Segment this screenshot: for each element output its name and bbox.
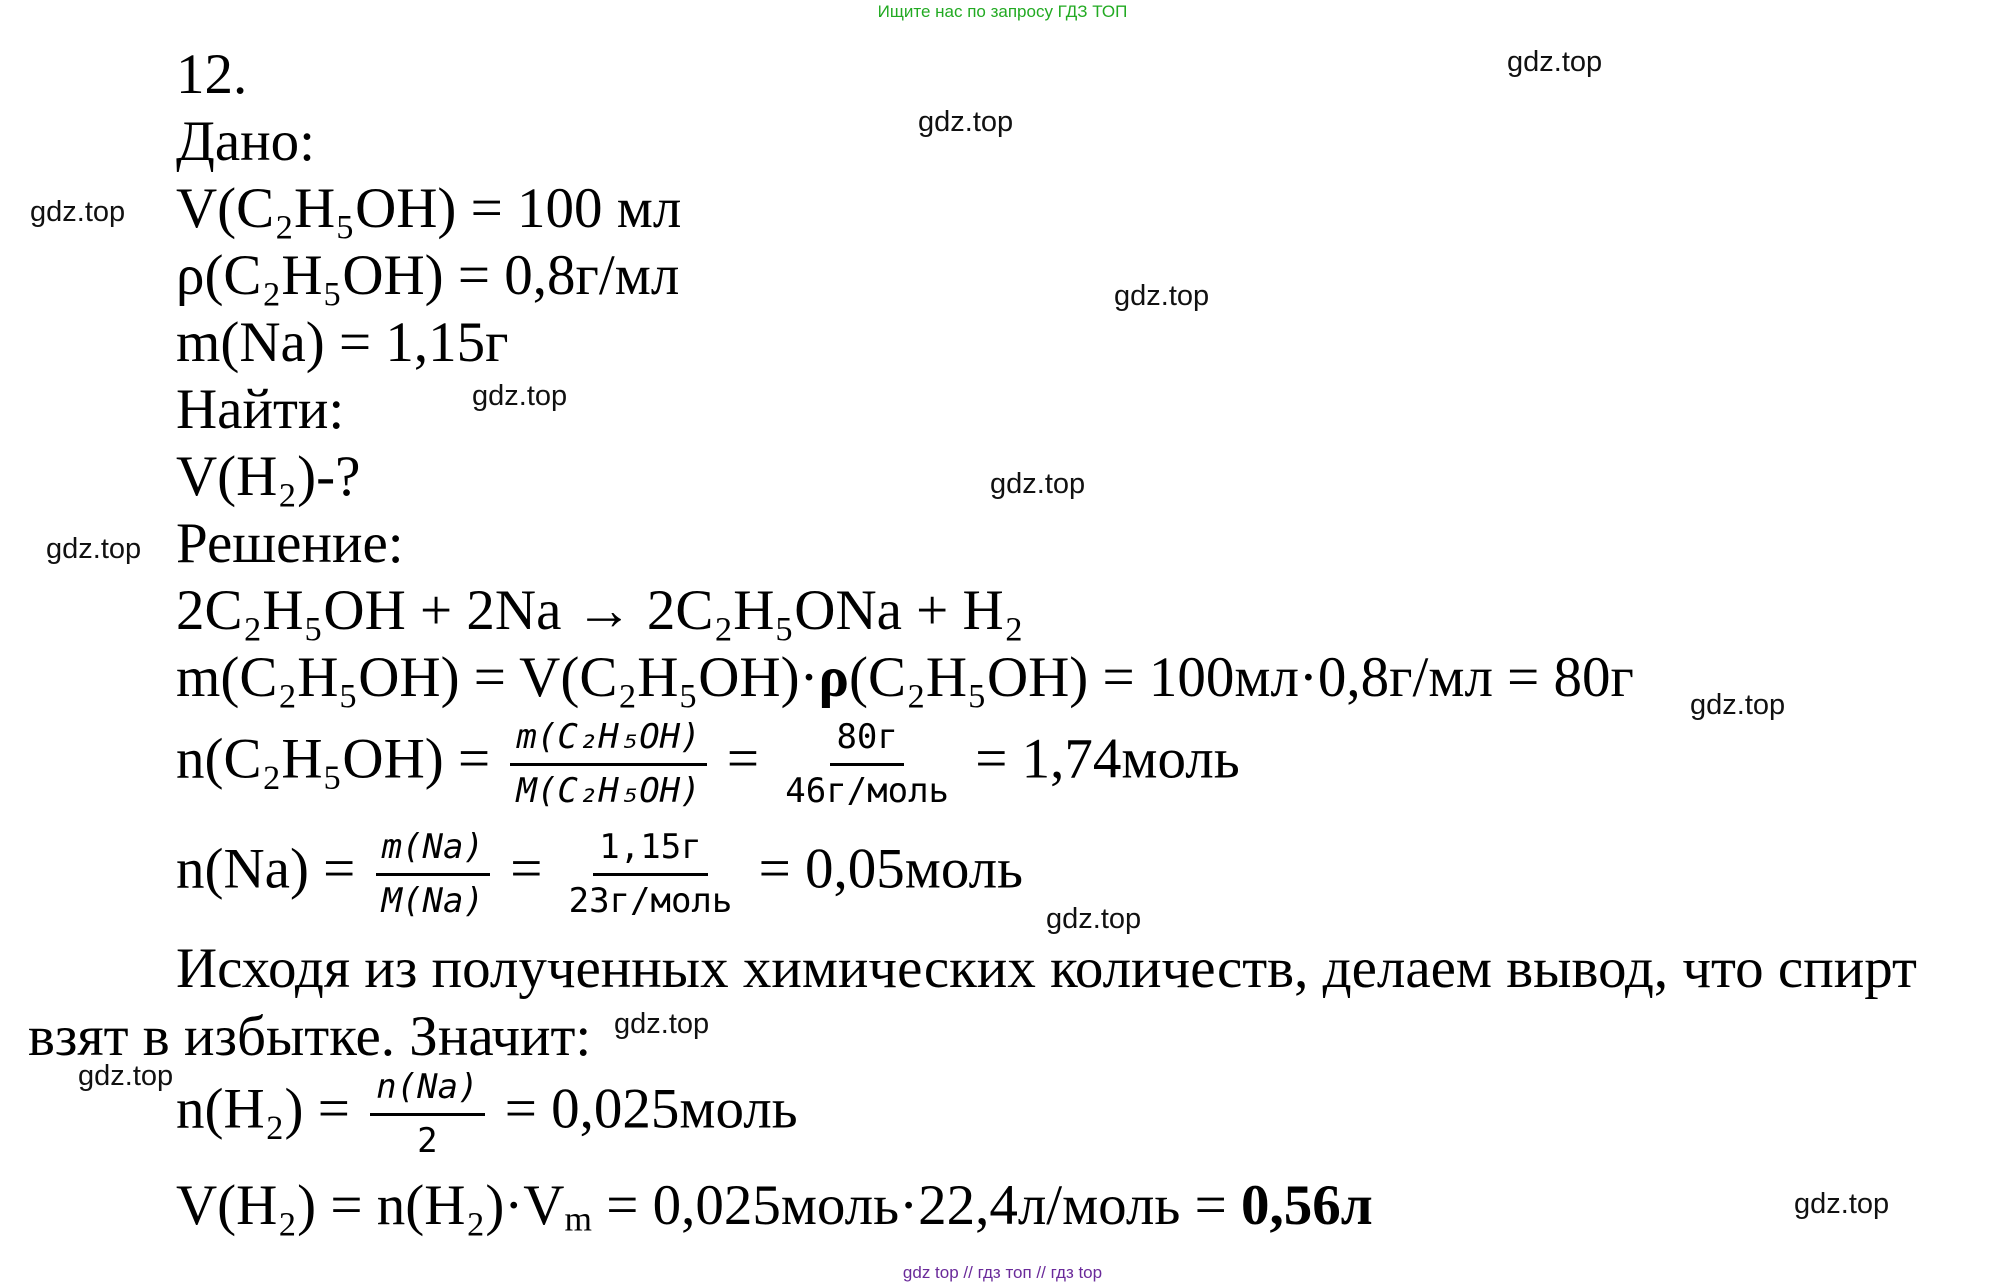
fraction-denominator: M(C₂H₅OH): [516, 771, 701, 812]
mass-calc-right: (C₂H₅OH) = 100мл·0,8г/мл = 80г: [849, 646, 1634, 709]
fraction-denominator: 46г/моль: [785, 771, 950, 812]
conclusion-line-1: Исходя из полученных химических количеств, делаем вывод, что спирт: [176, 937, 1917, 1000]
mass-calculation: [176, 646, 1634, 709]
v-h2-formula: [176, 1174, 1373, 1239]
watermark: gdz.top: [78, 1060, 174, 1092]
fraction-denominator: 2: [417, 1121, 438, 1162]
mass-calc-left: m(C₂H₅OH) = V(C₂H₅OH)·: [176, 646, 819, 709]
header-note: Ищите нас по запросу ГДЗ ТОП: [877, 2, 1128, 21]
watermark: gdz.top: [46, 533, 142, 565]
v-h2-rest: = 0,025моль·22,4л/моль =: [591, 1174, 1242, 1237]
task-number: 12.: [176, 43, 248, 106]
equals-sign: =: [726, 727, 760, 791]
n-na-left: n(Na) =: [176, 837, 356, 901]
fraction-numerator: 1,15г: [593, 828, 707, 876]
watermark: gdz.top: [1046, 903, 1142, 935]
n-h2-result: = 0,025моль: [504, 1077, 798, 1141]
n-na-fraction-2: [563, 828, 739, 921]
n-ethanol-formula: [176, 718, 1240, 811]
conclusion-line-2: взят в избытке. Значит:: [28, 1005, 592, 1068]
footer-note: gdz top // гдз топ // гдз top: [902, 1263, 1103, 1282]
mass-calc-rho: ρ: [818, 646, 850, 709]
watermark: gdz.top: [990, 468, 1086, 500]
n-h2-formula: [176, 1068, 798, 1161]
n-h2-left: n(H₂) =: [176, 1077, 350, 1141]
watermark: gdz.top: [30, 196, 126, 228]
n-na-result: = 0,05моль: [758, 837, 1024, 901]
fraction-numerator: 80г: [830, 718, 903, 766]
watermark: gdz.top: [1507, 46, 1603, 78]
n-ethanol-fraction-1: [510, 718, 706, 811]
watermark: gdz.top: [918, 106, 1014, 138]
given-label: Дано:: [176, 110, 316, 173]
fraction-denominator: M(Na): [381, 881, 484, 922]
n-na-formula: [176, 828, 1023, 921]
n-ethanol-left: n(C₂H₅OH) =: [176, 727, 491, 791]
watermark: gdz.top: [472, 380, 568, 412]
equals-sign: =: [510, 837, 543, 901]
fraction-numerator: n(Na): [370, 1068, 484, 1116]
find-label: Найти:: [176, 378, 345, 441]
watermark: gdz.top: [1114, 280, 1210, 312]
watermark: gdz.top: [614, 1008, 710, 1040]
fraction-numerator: m(C₂H₅OH): [510, 718, 706, 766]
watermark: gdz.top: [1794, 1188, 1890, 1220]
final-answer: 0,56л: [1241, 1174, 1373, 1237]
watermark: gdz.top: [1690, 689, 1786, 721]
n-ethanol-fraction-2: [779, 718, 955, 811]
solution-label: Решение:: [176, 512, 404, 575]
n-h2-fraction: [370, 1068, 484, 1161]
v-h2-text: V(H₂) = n(H₂)·V: [176, 1174, 565, 1237]
fraction-numerator: m(Na): [376, 828, 490, 876]
find-value: V(H₂)-?: [176, 445, 361, 508]
n-na-fraction-1: [376, 828, 490, 921]
given-volume: V(C₂H₅OH) = 100 мл: [176, 177, 682, 240]
n-ethanol-result: = 1,74моль: [975, 727, 1240, 791]
v-h2-subscript: m: [564, 1199, 592, 1239]
reaction-equation: 2C₂H₅OH + 2Na → 2C₂H₅ONa + H₂: [176, 579, 1024, 642]
fraction-denominator: 23г/моль: [568, 881, 733, 922]
given-mass-na: m(Na) = 1,15г: [176, 311, 509, 374]
given-density: ρ(C₂H₅OH) = 0,8г/мл: [176, 244, 680, 307]
